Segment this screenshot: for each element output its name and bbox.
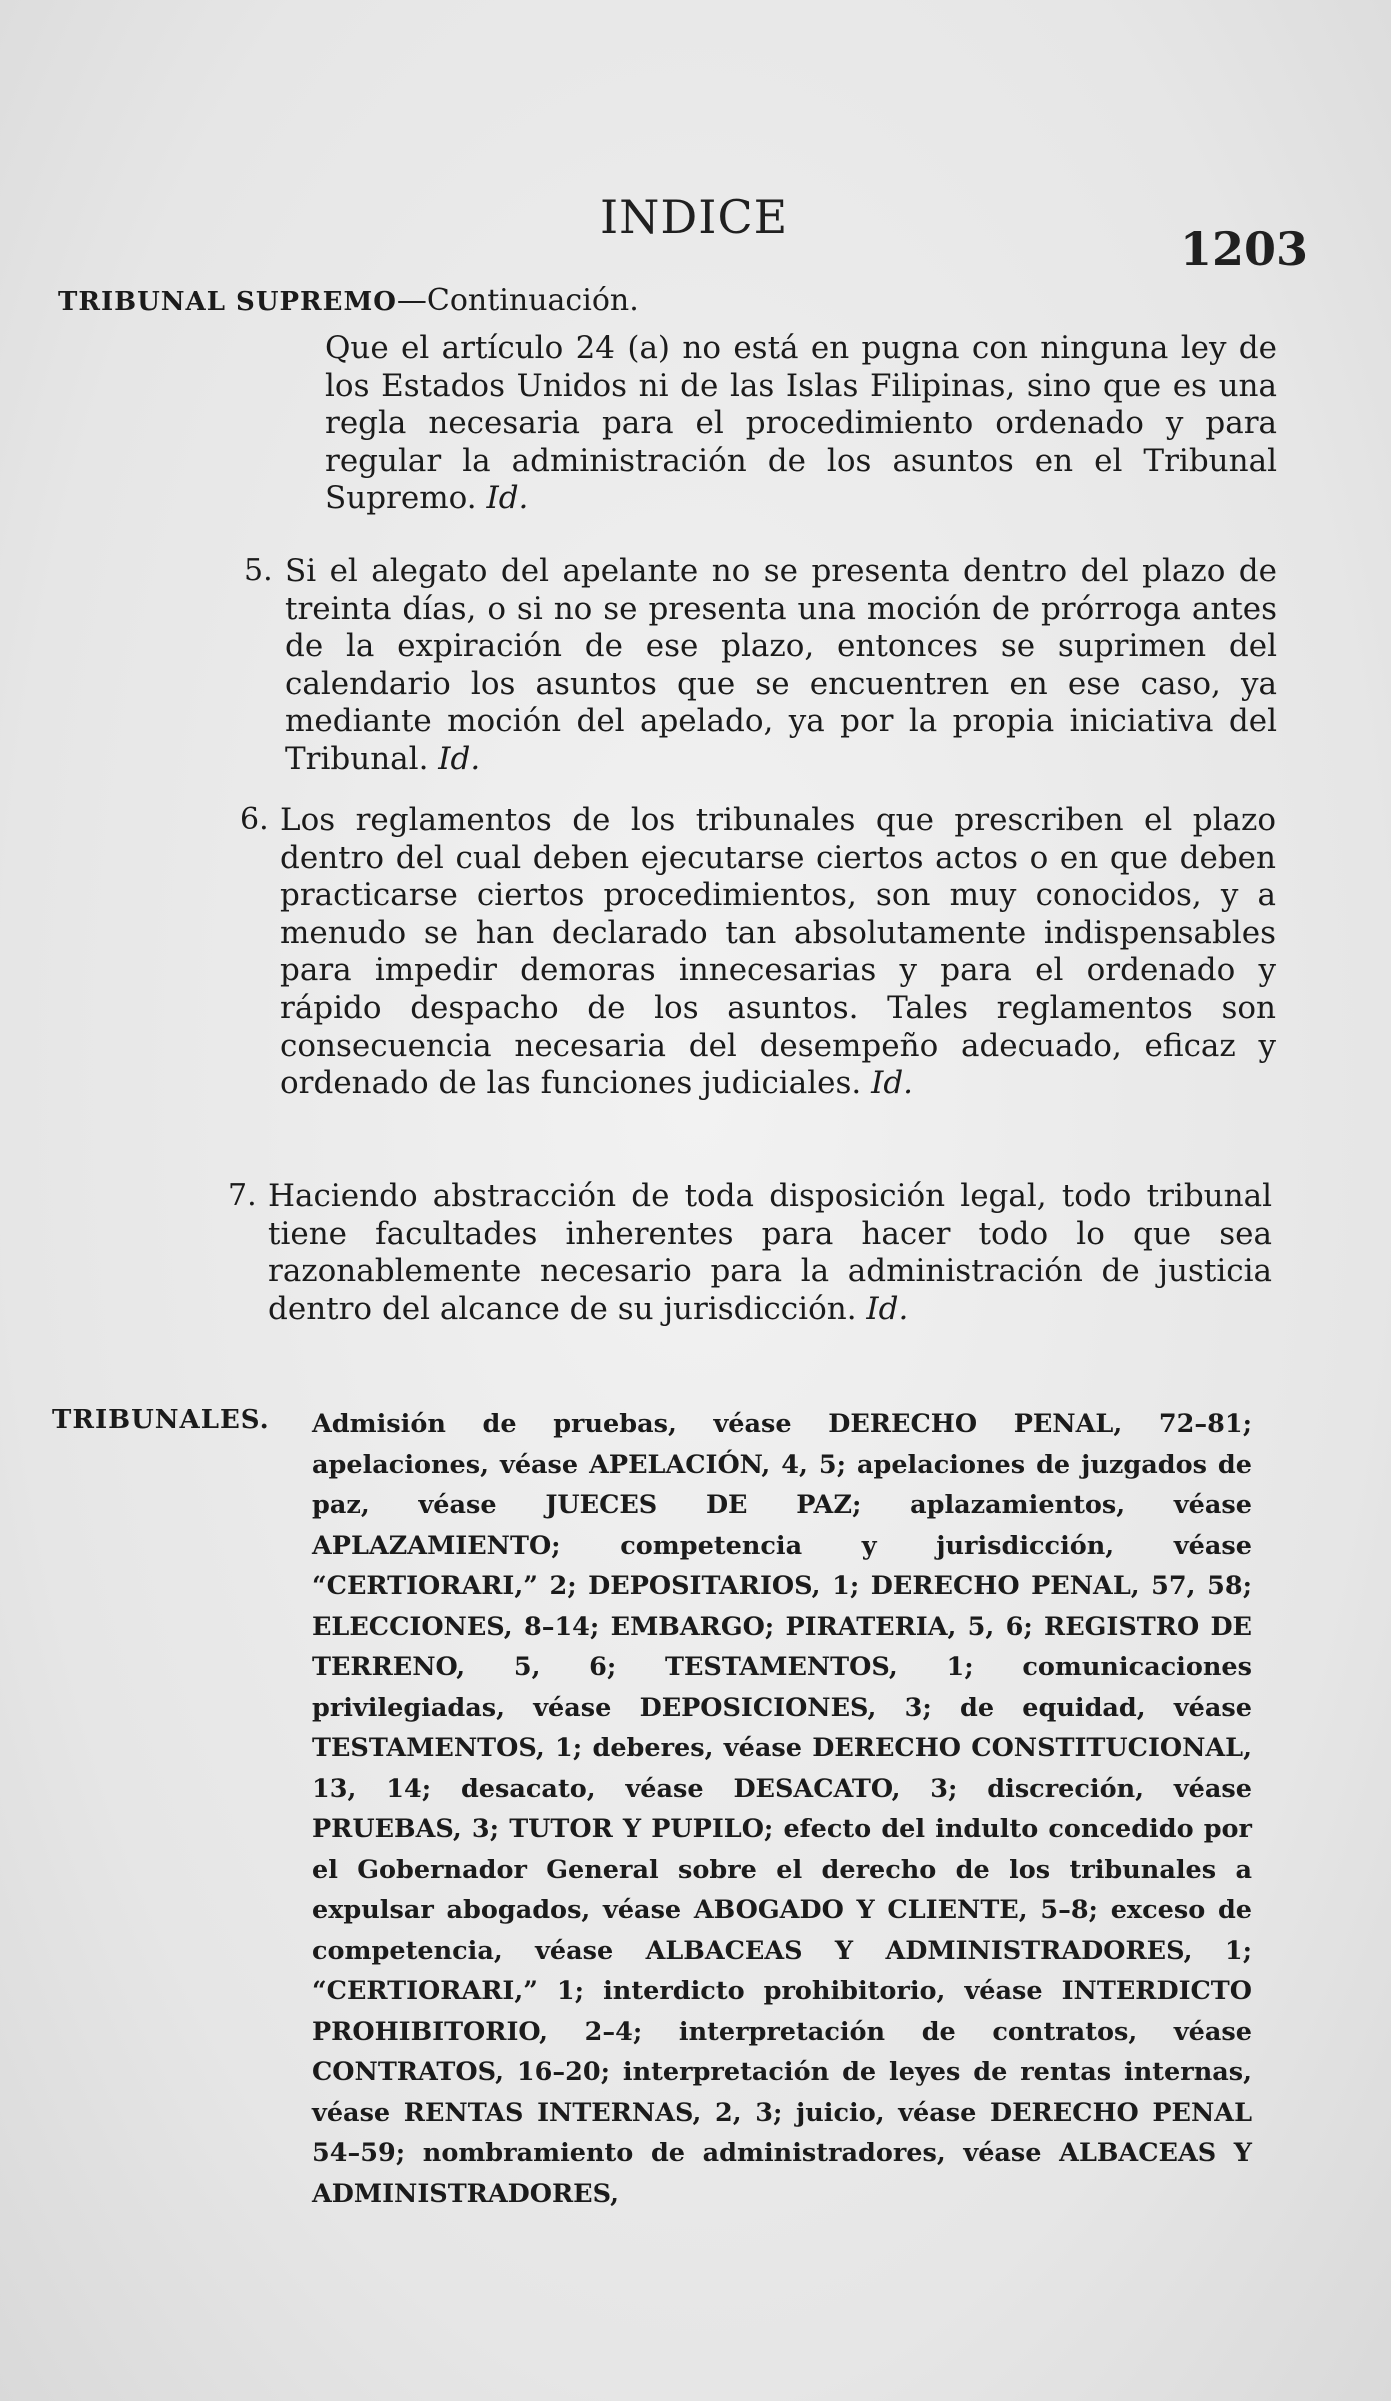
citation-ref: Id. <box>486 480 529 517</box>
entry-heading-tribunales: TRIBUNALES. <box>52 1405 270 1435</box>
item-paragraph-6 <box>280 802 1276 1103</box>
citation-ref: Id. <box>438 740 481 777</box>
citation-ref: Id. <box>866 1290 909 1327</box>
page-number: 1203 <box>1180 222 1309 276</box>
citation-ref: Id. <box>871 1065 914 1102</box>
paragraph-text: Si el alegato del apelante no se presenta dentro del plazo de treinta días, o si no se presenta una moción de prórroga antes de la expiración de ese plazo, entonces se suprimen del calendario los asuntos que se encuentren en ese caso, ya mediante moción del apelado, ya por la propia iniciativa del Tribunal. <box>285 553 1277 777</box>
paragraph-text: Los reglamentos de los tribunales que prescriben el plazo dentro del cual deben ejecutarse ciertos actos o en que deben practicarse ciertos procedimientos, son muy conocidos, y a menudo se han declarado tan absolutamente indispensables para impedir demoras innecesarias y para el ordenado y rápido despacho de los asuntos. Tales reglamentos son consecuencia necesaria del desempeño adecuado, eficaz y ordenado de las funciones judiciales. <box>280 802 1276 1102</box>
page-title: INDICE <box>600 190 789 244</box>
item-number: 7. <box>228 1178 257 1213</box>
item-number: 5. <box>244 553 273 588</box>
item-paragraph-7 <box>268 1178 1272 1328</box>
entry-intro-paragraph <box>325 330 1277 518</box>
paragraph-text: Que el artículo 24 (a) no está en pugna con ninguna ley de los Estados Unidos ni de las Islas Filipinas, sino que es una regla necesaria para el procedimiento ordenado y para regular la administración de los asuntos en el Tribunal Supremo. <box>325 330 1277 517</box>
entry-heading-tribunal-supremo <box>58 283 639 318</box>
entry-tribunales-text: Admisión de pruebas, véase DERECHO PENAL, 72–81; apelaciones, véase APELACIÓN, 4, 5; apelaciones de juzgados de paz, véase JUECES DE PAZ; aplazamientos, véase APLAZAMIENTO; competencia y jurisdicción, véase “CERTIORARI,” 2; DEPOSITARIOS, 1; DERECHO PENAL, 57, 58; ELECCIONES, 8–14; EMBARGO; PIRATERIA, 5, 6; REGISTRO DE TERRENO, 5, 6; TESTAMENTOS, 1; comunicaciones privilegiadas, véase DEPOSICIONES, 3; de equidad, véase TESTAMENTOS, 1; deberes, véase DERECHO CONSTITUCIONAL, 13, 14; desacato, véase DESACATO, 3; discreción, véase PRUEBAS, 3; TUTOR Y PUPILO; efecto del indulto concedido por el Gobernador General sobre el derecho de los tribunales a expulsar abogados, véase ABOGADO Y CLIENTE, 5–8; exceso de competencia, véase ALBACEAS Y ADMINISTRADORES, 1; “CERTIORARI,” 1; interdicto prohibitorio, véase INTERDICTO PROHIBITORIO, 2–4; interpretación de contratos, véase CONTRATOS, 16–20; interpretación de leyes de rentas internas, véase RENTAS INTERNAS, 2, 3; juicio, véase DERECHO PENAL 54–59; nombramiento de administradores, véase ALBACEAS Y ADMINISTRADORES, <box>312 1409 1252 2209</box>
item-paragraph-5 <box>285 553 1277 779</box>
paragraph-text: Haciendo abstracción de toda disposición legal, todo tribunal tiene facultades inherentes para hacer todo lo que sea razonablemente necesario para la administración de justicia dentro del alcance de su jurisdicción. <box>268 1178 1272 1327</box>
entry-heading-continuation: —Continuación. <box>396 283 639 318</box>
item-number: 6. <box>240 802 269 837</box>
entry-heading-label: TRIBUNAL SUPREMO <box>58 287 397 317</box>
